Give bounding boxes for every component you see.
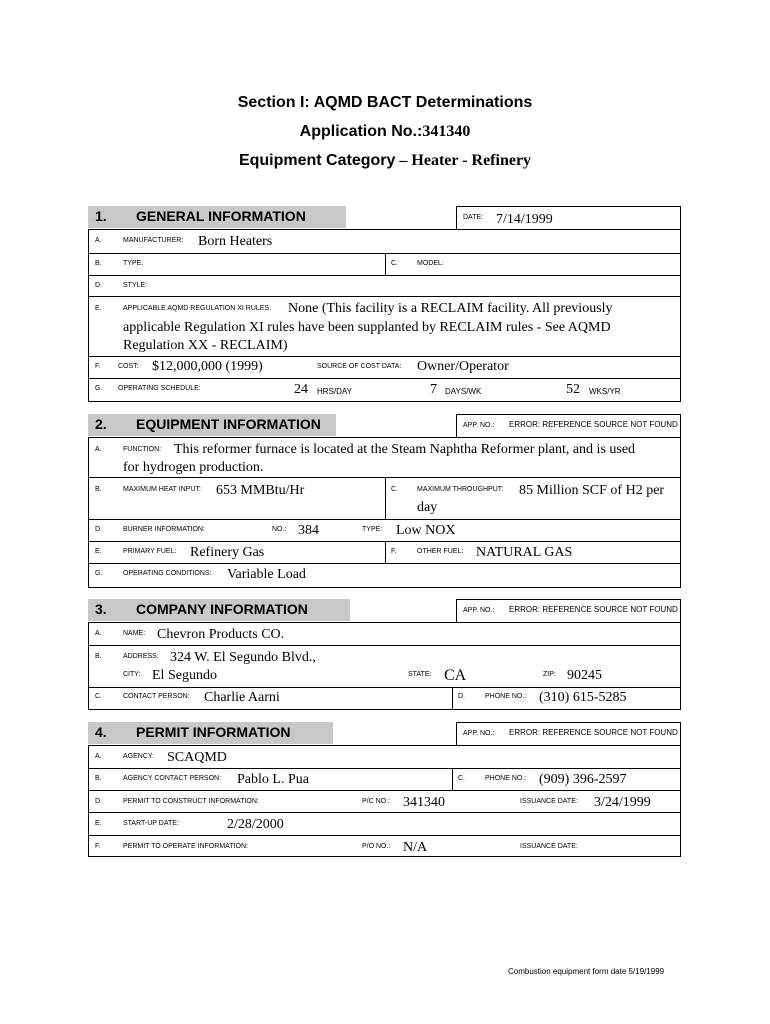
agency-contact-value[interactable]: Pablo L. Pua: [237, 772, 309, 787]
row-divider: [88, 378, 681, 379]
row-divider: [88, 356, 681, 357]
col-divider: [385, 253, 386, 275]
app-no-error: ERROR: REFERENCE SOURCE NOT FOUND: [509, 728, 678, 737]
applicable-rules-line2[interactable]: applicable Regulation XI rules have been supplanted by RECLAIM rules - See AQMD: [123, 320, 611, 335]
hours-per-day-label: HRS/DAY: [317, 387, 352, 396]
issuance-date-label: ISSUANCE DATE:: [520, 798, 578, 805]
row-letter: B.: [95, 486, 102, 493]
function-line1[interactable]: This reformer furnace is located at the Steam Naphtha Reformer plant, and is used: [174, 442, 636, 457]
application-number-label: Application No.:: [299, 123, 423, 140]
burner-type-value[interactable]: Low NOX: [396, 523, 456, 538]
company-name-value[interactable]: Chevron Products CO.: [157, 627, 285, 642]
row-letter: E.: [95, 305, 102, 312]
section-title: COMPANY INFORMATION: [136, 601, 308, 617]
max-heat-input-label: MAXIMUM HEAT INPUT:: [123, 486, 201, 493]
model-label: MODEL:: [417, 260, 444, 267]
row-letter: G.: [95, 385, 103, 392]
burner-no-value[interactable]: 384: [298, 523, 319, 538]
row-divider: [88, 687, 681, 688]
footer-form-date: Combustion equipment form date 5/19/1999: [508, 967, 665, 976]
pc-no-label: P/C NO.:: [362, 798, 391, 805]
startup-date-value[interactable]: 2/28/2000: [227, 817, 284, 832]
po-no-value[interactable]: N/A: [403, 840, 428, 855]
permit-to-operate-label: PERMIT TO OPERATE INFORMATION:: [123, 843, 248, 850]
primary-fuel-label: PRIMARY FUEL:: [123, 548, 177, 555]
operating-schedule-label: OPERATING SCHEDULE:: [118, 385, 201, 392]
row-divider: [88, 790, 681, 791]
app-no-label: APP. NO.:: [463, 422, 495, 429]
row-letter: A.: [95, 753, 102, 760]
date-value[interactable]: 7/14/1999: [496, 212, 553, 227]
issuance-date-value[interactable]: 3/24/1999: [594, 795, 651, 810]
applicable-rules-line1[interactable]: None (This facility is a RECLAIM facility. All previously: [288, 301, 613, 316]
row-letter: C.: [458, 775, 465, 782]
days-per-week[interactable]: 7: [430, 382, 437, 397]
row-divider: [88, 835, 681, 836]
max-throughput-line1[interactable]: 85 Million SCF of H2 per: [519, 483, 665, 498]
style-label: STYLE:: [123, 282, 148, 289]
state-value[interactable]: CA: [444, 667, 467, 684]
type-label: TYPE:: [123, 260, 144, 267]
cost-value[interactable]: $12,000,000 (1999): [152, 359, 263, 374]
date-box: [456, 206, 681, 230]
application-number: 341340: [422, 123, 471, 140]
agency-value[interactable]: SCAQMD: [167, 750, 227, 765]
city-label: CITY:: [123, 671, 141, 678]
cost-source-label: SOURCE OF COST DATA:: [317, 363, 402, 370]
row-letter: B.: [95, 260, 102, 267]
agency-phone-label: PHONE NO.:: [485, 775, 527, 782]
days-per-week-label: DAYS/WK: [445, 387, 482, 396]
city-value[interactable]: El Segundo: [152, 668, 217, 683]
app-no-label: APP. NO.:: [463, 607, 495, 614]
burner-info-label: BURNER INFORMATION:: [123, 526, 205, 533]
function-line2[interactable]: for hydrogen production.: [123, 460, 264, 475]
row-divider: [88, 563, 681, 564]
equipment-category-label: Equipment Category: [238, 152, 396, 169]
section-number: 2.: [95, 416, 107, 432]
section-title: GENERAL INFORMATION: [136, 208, 306, 224]
address-value[interactable]: 324 W. El Segundo Blvd.,: [170, 650, 316, 665]
row-divider: [88, 296, 681, 297]
section-number: 4.: [95, 724, 107, 740]
phone-value[interactable]: (310) 615-5285: [539, 690, 627, 705]
app-no-label: APP. NO.:: [463, 730, 495, 737]
row-divider: [88, 812, 681, 813]
agency-contact-label: AGENCY CONTACT PERSON:: [123, 775, 222, 782]
page-title: Section I: AQMD BACT Determinations: [237, 94, 533, 111]
row-letter: D.: [95, 282, 102, 289]
startup-date-label: START-UP DATE:: [123, 820, 179, 827]
issuance-date-2-label: ISSUANCE DATE:: [520, 843, 578, 850]
section-title: EQUIPMENT INFORMATION: [136, 416, 321, 432]
row-divider: [88, 275, 681, 276]
company-name-label: NAME:: [123, 630, 146, 637]
row-letter: A.: [95, 237, 102, 244]
pc-no-value[interactable]: 341340: [403, 795, 445, 810]
col-divider: [452, 768, 453, 790]
manufacturer-value[interactable]: Born Heaters: [198, 234, 273, 249]
row-letter: A.: [95, 630, 102, 637]
max-heat-input-value[interactable]: 653 MMBtu/Hr: [216, 483, 305, 498]
row-letter: B.: [95, 653, 102, 660]
burner-no-label: NO.:: [272, 526, 287, 533]
row-letter: A.: [95, 446, 102, 453]
operating-conditions-value[interactable]: Variable Load: [227, 567, 306, 582]
state-label: STATE:: [408, 671, 432, 678]
manufacturer-label: MANUFACTURER:: [123, 237, 184, 244]
contact-person-value[interactable]: Charlie Aarni: [204, 690, 280, 705]
app-no-error: ERROR: REFERENCE SOURCE NOT FOUND: [509, 605, 678, 614]
cost-source-value[interactable]: Owner/Operator: [417, 359, 509, 374]
row-letter: D.: [95, 526, 102, 533]
application-number-line: [0, 123, 770, 141]
zip-label: ZIP:: [543, 671, 556, 678]
weeks-per-year[interactable]: 52: [566, 382, 580, 397]
burner-type-label: TYPE:: [362, 526, 383, 533]
section-title: PERMIT INFORMATION: [136, 724, 291, 740]
col-divider: [385, 541, 386, 563]
row-letter: D.: [95, 798, 102, 805]
row-letter: F.: [95, 363, 101, 370]
app-no-error: ERROR: REFERENCE SOURCE NOT FOUND: [509, 420, 678, 429]
zip-value[interactable]: 90245: [567, 668, 602, 683]
row-letter: F.: [391, 548, 397, 555]
weeks-per-year-label: WKS/YR: [589, 387, 621, 396]
date-label: DATE:: [463, 214, 484, 221]
agency-label: AGENCY:: [123, 753, 155, 760]
primary-fuel-value[interactable]: Refinery Gas: [190, 545, 265, 560]
row-divider: [88, 768, 681, 769]
row-letter: E.: [95, 548, 102, 555]
operating-conditions-label: OPERATING CONDITIONS:: [123, 570, 212, 577]
col-divider: [385, 477, 386, 519]
function-label: FUNCTION:: [123, 446, 162, 453]
row-letter: C.: [391, 486, 398, 493]
po-no-label: P/O NO.:: [362, 843, 391, 850]
col-divider: [452, 687, 453, 710]
hours-per-day[interactable]: 24: [294, 382, 308, 397]
row-letter: D.: [458, 693, 465, 700]
address-label: ADDRESS:: [123, 653, 159, 660]
section-number: 3.: [95, 601, 107, 617]
row-letter: C.: [95, 693, 102, 700]
row-divider: [88, 645, 681, 646]
row-letter: E.: [95, 820, 102, 827]
phone-label: PHONE NO.:: [485, 693, 527, 700]
agency-phone-value[interactable]: (909) 396-2597: [539, 772, 627, 787]
applicable-rules-line3[interactable]: Regulation XX - RECLAIM): [123, 338, 288, 353]
row-letter: C.: [391, 260, 398, 267]
row-letter: B.: [95, 775, 102, 782]
section-number: 1.: [95, 208, 107, 224]
other-fuel-value[interactable]: NATURAL GAS: [476, 545, 573, 560]
row-letter: G.: [95, 570, 103, 577]
equipment-category-line: [0, 152, 770, 170]
applicable-rules-label: APPLICABLE AQMD REGULATION XI RULES:: [123, 305, 272, 312]
row-divider: [88, 519, 681, 520]
max-throughput-line2[interactable]: day: [417, 500, 438, 515]
cost-label: COST:: [118, 363, 139, 370]
contact-person-label: CONTACT PERSON:: [123, 693, 190, 700]
equipment-category: – Heater - Refinery: [395, 152, 532, 169]
permit-to-construct-label: PERMIT TO CONSTRUCT INFORMATION:: [123, 798, 259, 805]
other-fuel-label: OTHER FUEL:: [417, 548, 464, 555]
row-letter: F.: [95, 843, 101, 850]
max-throughput-label: MAXIMUM THROUGHPUT:: [417, 486, 504, 493]
